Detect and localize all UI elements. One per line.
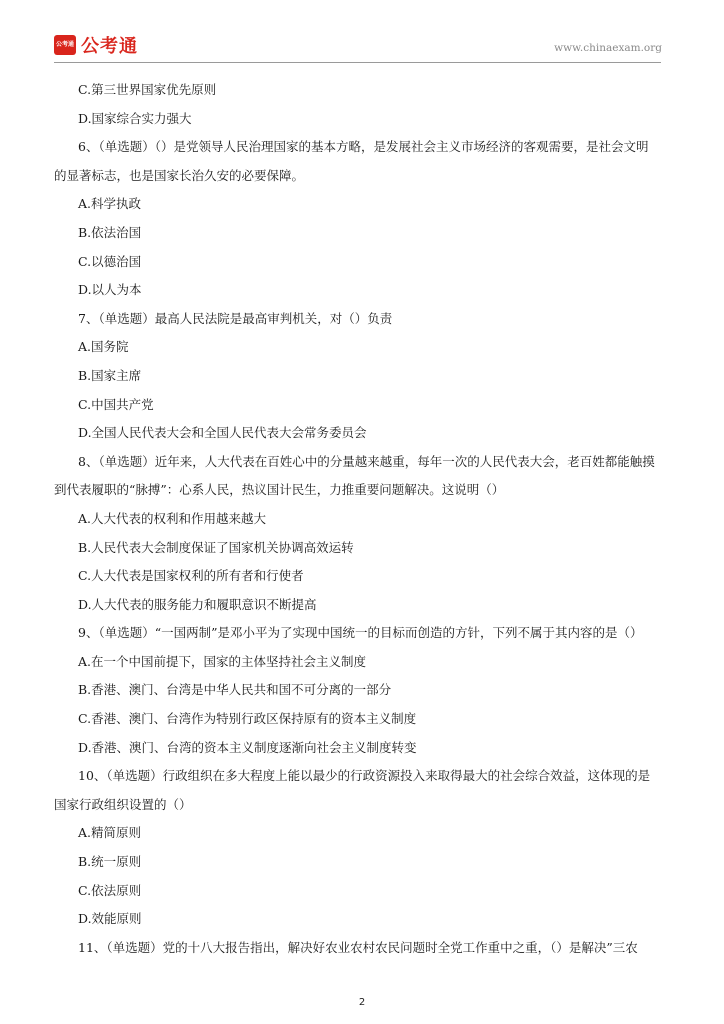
logo-text: 公考通 [81, 36, 138, 57]
answer-option: A.科学执政 [78, 196, 142, 212]
question-text-continued: 的显著标志，也是国家长治久安的必要保障。 [54, 167, 305, 183]
logo-badge-icon: 公考通 [54, 35, 76, 55]
answer-option: A.人大代表的权利和作用越来越大 [78, 510, 267, 526]
question-text-continued: 到代表履职的“脉搏”：心系人民，热议国计民生，力推重要问题解决。这说明（） [54, 482, 505, 498]
answer-option: B.统一原则 [78, 854, 142, 870]
answer-option: B.国家主席 [78, 367, 142, 383]
page-header [0, 0, 724, 60]
answer-option: A.国务院 [78, 339, 129, 355]
answer-option: A.精简原则 [78, 825, 142, 841]
question-text: 8、（单选题）近年来，人大代表在百姓心中的分量越来越重，每年一次的人民代表大会，老百姓都能触摸 [78, 453, 655, 469]
site-url[interactable]: www.chinaexam.org [554, 42, 662, 54]
answer-option: C.依法原则 [78, 882, 142, 898]
question-text: 6、（单选题）（）是党领导人民治理国家的基本方略，是发展社会主义市场经济的客观需要，是社会文明 [78, 139, 649, 155]
answer-option: C.中国共产党 [78, 396, 154, 412]
answer-option: D.人大代表的服务能力和履职意识不断提高 [78, 596, 317, 612]
page-number: 2 [358, 997, 366, 1008]
header-divider [54, 62, 661, 63]
question-text: 10、（单选题）行政组织在多大程度上能以最少的行政资源投入来取得最大的社会综合效益，这体现的是 [78, 768, 651, 784]
answer-option: C.第三世界国家优先原则 [78, 82, 217, 97]
answer-option: B.香港、澳门、台湾是中华人民共和国不可分离的一部分 [78, 682, 392, 698]
answer-option: D.香港、澳门、台湾的资本主义制度逐渐向社会主义制度转变 [78, 739, 417, 755]
answer-option: A.在一个中国前提下，国家的主体坚持社会主义制度 [78, 653, 367, 669]
answer-option: B.人民代表大会制度保证了国家机关协调高效运转 [78, 539, 354, 555]
answer-option: D.国家综合实力强大 [78, 110, 192, 126]
question-text: 9、（单选题）“一国两制”是邓小平为了实现中国统一的目标而创造的方针，下列不属于其内容的是（） [78, 625, 643, 641]
answer-option: D.效能原则 [78, 911, 142, 927]
answer-option: C.以德治国 [78, 253, 142, 269]
answer-option: D.以人为本 [78, 282, 142, 298]
answer-option: C.香港、澳门、台湾作为特别行政区保持原有的资本主义制度 [78, 711, 417, 727]
answer-option: D.全国人民代表大会和全国人民代表大会常务委员会 [78, 425, 367, 441]
answer-option: B.依法治国 [78, 224, 142, 240]
question-text: 11、（单选题）党的十八大报告指出，解决好农业农村农民问题时全党工作重中之重，（）是解决”三农 [78, 939, 638, 955]
question-text: 7、（单选题）最高人民法院是最高审判机关，对（）负责 [78, 310, 393, 326]
site-logo[interactable] [54, 34, 138, 56]
document-body [54, 76, 670, 962]
answer-option: C.人大代表是国家权利的所有者和行使者 [78, 568, 304, 584]
question-text-continued: 国家行政组织设置的（） [54, 796, 192, 812]
